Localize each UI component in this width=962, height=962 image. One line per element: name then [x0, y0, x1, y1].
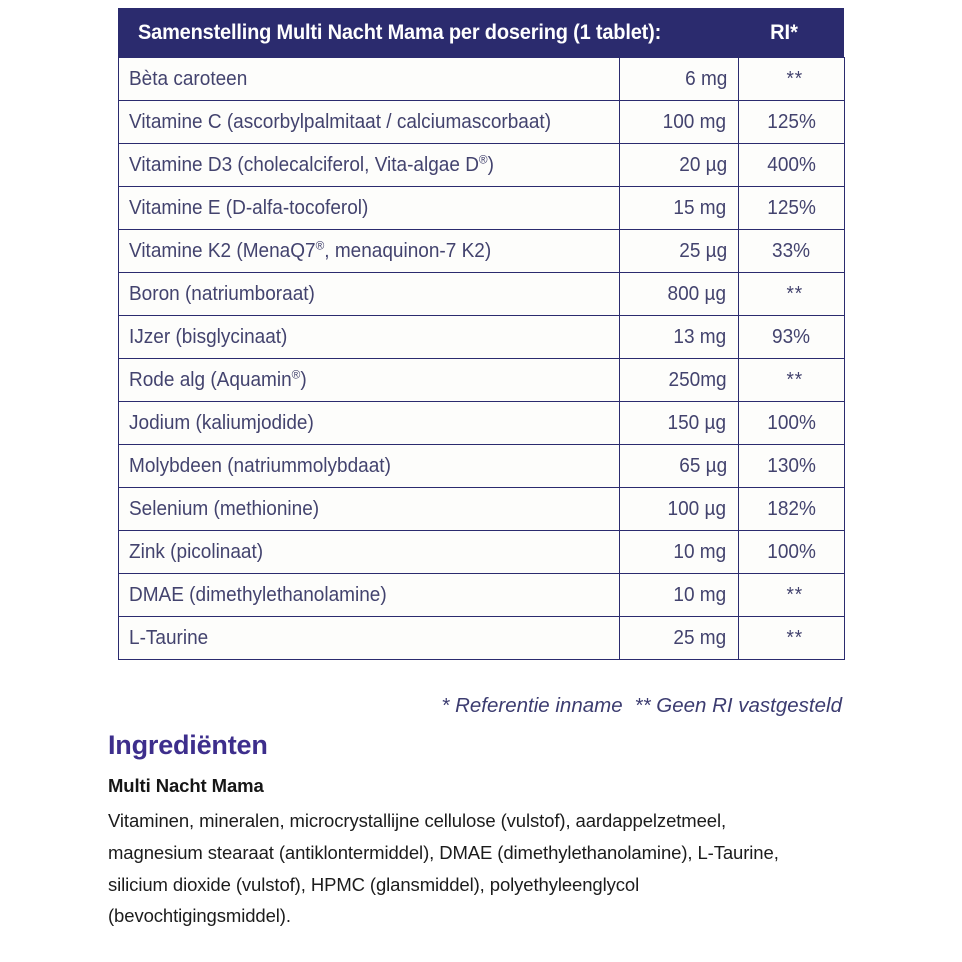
ingredient-name: Vitamine K2 (MenaQ7®, menaquinon-7 K2)	[129, 237, 492, 262]
ingredient-amount: 6 mg	[684, 67, 727, 90]
ingredient-name: Vitamine C (ascorbylpalmitaat / calciumascorbaat)	[129, 110, 552, 133]
ingredient-ri-cell	[739, 187, 845, 230]
footnote-no-ri: ** Geen RI vastgesteld	[634, 694, 842, 717]
ingredient-name-cell	[119, 488, 620, 531]
ingredient-amount-cell	[620, 316, 739, 359]
ingredient-amount-cell	[620, 488, 739, 531]
ingredient-ri-cell	[739, 402, 845, 445]
table-row	[119, 316, 845, 359]
table-row	[119, 531, 845, 574]
ingredient-amount: 13 mg	[673, 325, 727, 348]
ingredient-amount-cell	[620, 574, 739, 617]
ingredient-name-cell	[119, 359, 620, 402]
ingredient-name-cell	[119, 531, 620, 574]
ingredient-amount-cell	[620, 101, 739, 144]
ingredients-section	[108, 730, 868, 932]
ingredient-amount: 100 mg	[662, 110, 727, 133]
table-row	[119, 58, 845, 101]
ingredient-name: L-Taurine	[129, 626, 209, 649]
ingredient-name: Boron (natriumboraat)	[129, 282, 315, 305]
ingredient-ri-cell	[739, 488, 845, 531]
ingredient-name: DMAE (dimethylethanolamine)	[129, 583, 387, 606]
composition-table-body	[119, 58, 845, 660]
ingredient-name-cell	[119, 230, 620, 273]
footnote	[118, 694, 844, 718]
ingredient-ri-value: 93%	[772, 325, 811, 348]
ingredient-name: Rode alg (Aquamin®)	[129, 366, 307, 391]
table-row	[119, 359, 845, 402]
ingredient-amount-cell	[620, 144, 739, 187]
ingredient-amount: 25 µg	[678, 239, 727, 262]
ingredient-ri-value: 33%	[772, 239, 811, 262]
ingredient-amount-cell	[620, 273, 739, 316]
ingredient-name-cell	[119, 101, 620, 144]
ingredient-name: Jodium (kaliumjodide)	[129, 411, 314, 434]
ingredient-name: Bèta caroteen	[129, 67, 248, 90]
table-row	[119, 230, 845, 273]
table-row	[119, 402, 845, 445]
ingredient-ri-cell	[739, 531, 845, 574]
ingredient-name-cell	[119, 144, 620, 187]
ingredient-name-cell	[119, 402, 620, 445]
composition-table-title: Samenstelling Multi Nacht Mama per dosering (1 tablet):	[138, 20, 662, 44]
ingredient-amount: 65 µg	[678, 454, 727, 477]
ingredient-amount-cell	[620, 58, 739, 101]
ingredient-name-cell	[119, 58, 620, 101]
table-row	[119, 101, 845, 144]
ingredient-ri-cell	[739, 359, 845, 402]
ingredient-amount: 20 µg	[678, 153, 727, 176]
ingredient-name: Selenium (methionine)	[129, 497, 320, 520]
ingredient-name: Vitamine E (D-alfa-tocoferol)	[129, 196, 369, 219]
ingredient-ri-cell	[739, 574, 845, 617]
ingredient-amount: 25 mg	[673, 626, 727, 649]
registered-trademark-icon: ®	[291, 366, 301, 381]
ingredient-ri-value: **	[786, 626, 803, 649]
composition-table-ri-header: RI*	[770, 20, 798, 44]
composition-table	[118, 57, 845, 660]
ingredient-ri-cell	[739, 445, 845, 488]
ingredient-amount: 100 µg	[667, 497, 727, 520]
composition-table-wrapper	[118, 8, 844, 660]
ingredient-amount-cell	[620, 531, 739, 574]
ingredient-ri-cell	[739, 316, 845, 359]
ingredient-name-cell	[119, 445, 620, 488]
ingredient-amount-cell	[620, 230, 739, 273]
ingredient-amount: 150 µg	[667, 411, 727, 434]
ingredient-amount: 10 mg	[673, 540, 727, 563]
ingredient-name: Molybdeen (natriummolybdaat)	[129, 454, 391, 477]
ingredient-amount: 15 mg	[673, 196, 727, 219]
ingredient-name-cell	[119, 273, 620, 316]
ingredient-name-cell	[119, 316, 620, 359]
ingredient-ri-value: 400%	[767, 153, 816, 176]
table-row	[119, 574, 845, 617]
ingredient-ri-value: **	[786, 583, 803, 606]
ingredient-ri-value: 100%	[767, 540, 816, 563]
ingredient-amount-cell	[620, 359, 739, 402]
registered-trademark-icon: ®	[315, 237, 325, 252]
table-row	[119, 144, 845, 187]
ingredient-ri-cell	[739, 230, 845, 273]
ingredient-name: Zink (picolinaat)	[129, 540, 264, 563]
ingredient-amount-cell	[620, 402, 739, 445]
ingredient-ri-cell	[739, 617, 845, 660]
ingredient-name-cell	[119, 187, 620, 230]
ingredients-product-name: Multi Nacht Mama	[108, 775, 264, 796]
ingredient-ri-value: 130%	[767, 454, 816, 477]
ingredient-ri-value: 182%	[767, 497, 816, 520]
ingredient-amount: 250mg	[668, 368, 727, 391]
ingredient-name: Vitamine D3 (cholecalciferol, Vita-algae D®)	[129, 151, 494, 176]
ingredient-ri-value: 125%	[767, 110, 816, 133]
ingredient-name-cell	[119, 574, 620, 617]
ingredient-amount: 10 mg	[673, 583, 727, 606]
table-row	[119, 445, 845, 488]
ingredient-amount-cell	[620, 617, 739, 660]
ingredients-body-text: Vitaminen, mineralen, microcrystallijne cellulose (vulstof), aardappelzetmeel, magnesium stearaat (antiklontermiddel), DMAE (dimethylethanolamine), L-Taurine, silicium dioxide (vulstof), HPMC (glansmiddel), polyethyleenglycol (bevochtigingsmiddel).	[108, 810, 779, 927]
ingredient-ri-value: **	[786, 282, 803, 305]
ingredient-ri-value: **	[786, 67, 803, 90]
ingredient-ri-value: 100%	[767, 411, 816, 434]
ingredient-ri-value: 125%	[767, 196, 816, 219]
ingredient-ri-cell	[739, 101, 845, 144]
table-row	[119, 273, 845, 316]
ingredient-ri-value: **	[786, 368, 803, 391]
table-row	[119, 187, 845, 230]
ingredient-name-cell	[119, 617, 620, 660]
footnote-reference-intake: * Referentie inname	[441, 694, 623, 717]
ingredient-ri-cell	[739, 144, 845, 187]
ingredient-ri-cell	[739, 58, 845, 101]
ingredient-amount-cell	[620, 445, 739, 488]
ingredient-amount: 800 µg	[667, 282, 727, 305]
composition-table-header	[118, 8, 844, 57]
ingredient-name: IJzer (bisglycinaat)	[129, 325, 288, 348]
ingredients-heading: Ingrediënten	[108, 730, 268, 760]
ingredient-amount-cell	[620, 187, 739, 230]
ingredient-ri-cell	[739, 273, 845, 316]
registered-trademark-icon: ®	[478, 151, 488, 166]
table-row	[119, 617, 845, 660]
table-row	[119, 488, 845, 531]
